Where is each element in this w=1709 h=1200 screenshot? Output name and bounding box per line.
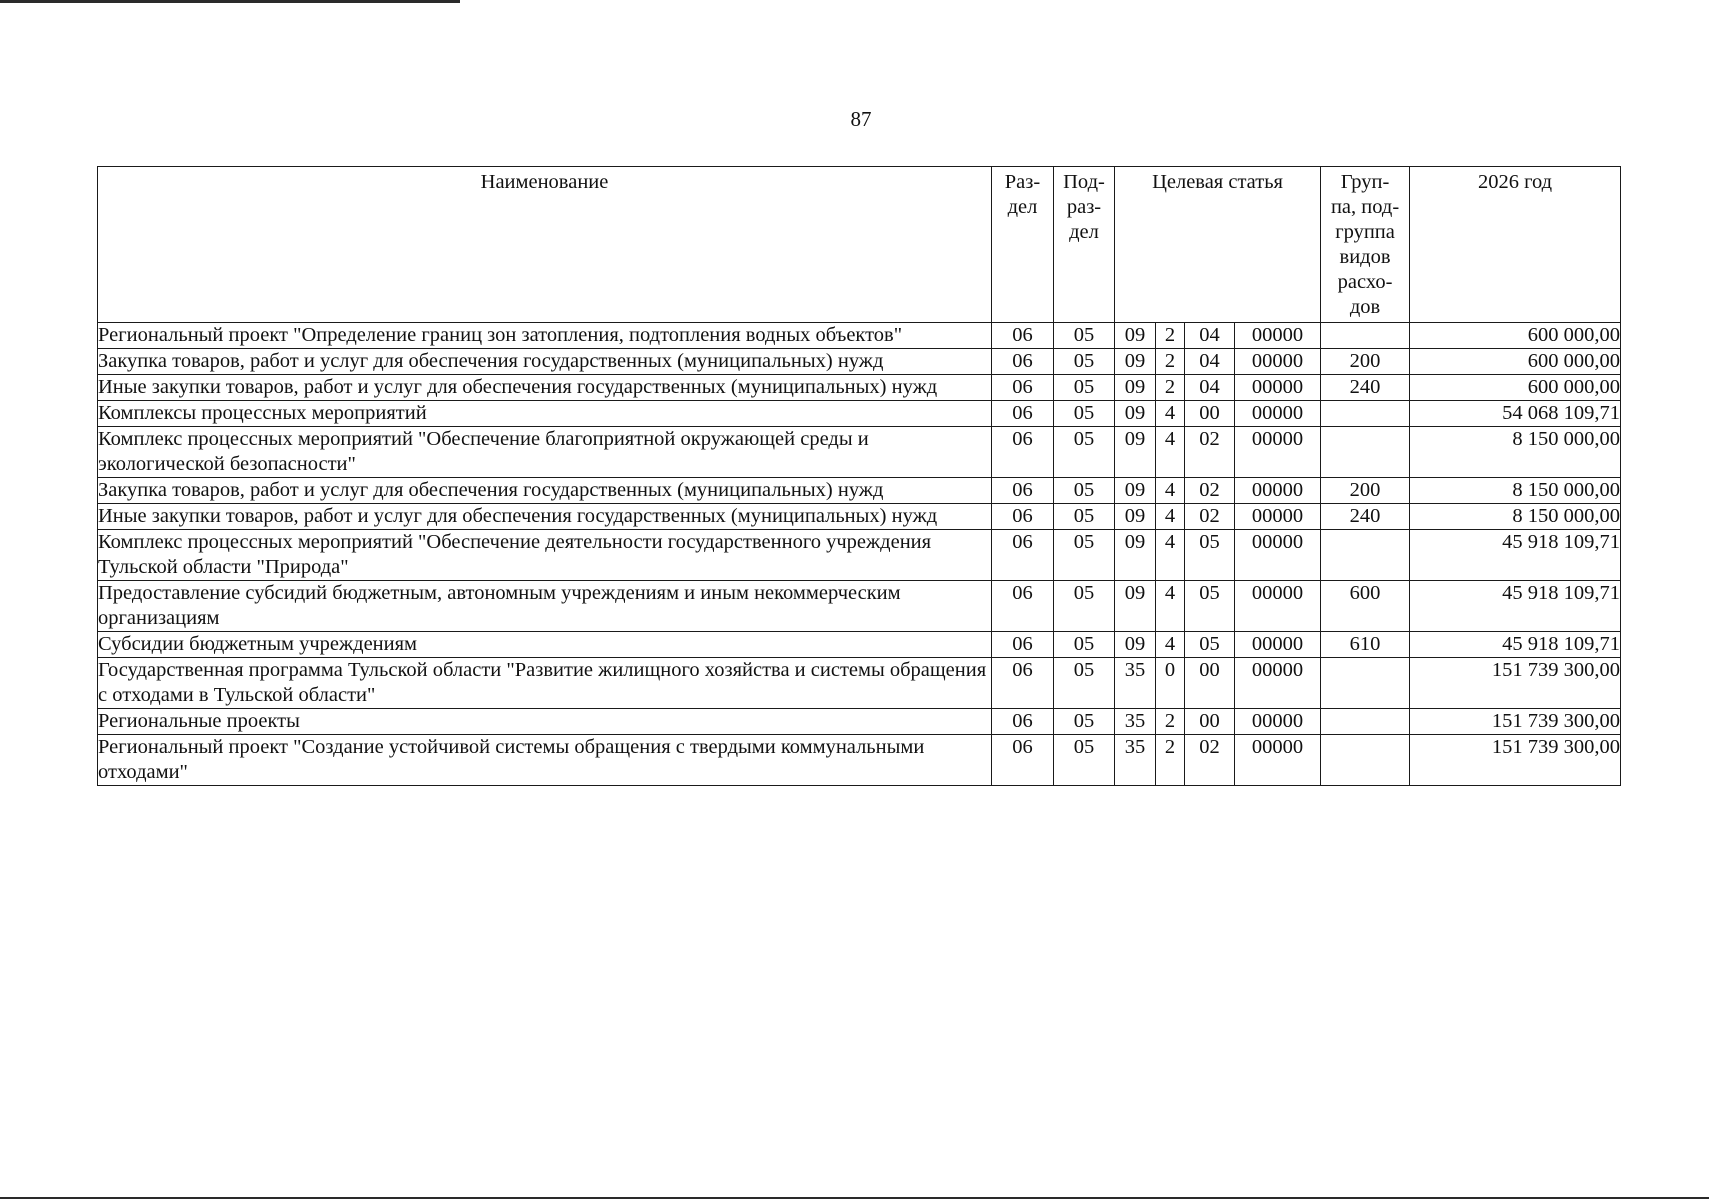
row-razdel: 06 <box>992 530 1054 581</box>
row-podrazdel: 05 <box>1054 530 1115 581</box>
table-row <box>98 504 1621 530</box>
row-amount: 45 918 109,71 <box>1410 530 1621 581</box>
row-amount: 8 150 000,00 <box>1410 427 1621 478</box>
row-razdel: 06 <box>992 709 1054 735</box>
row-celevaya-part-3: 00 <box>1185 658 1235 709</box>
row-amount: 600 000,00 <box>1410 349 1621 375</box>
row-celevaya-part-4: 00000 <box>1235 530 1321 581</box>
row-amount: 45 918 109,71 <box>1410 581 1621 632</box>
row-celevaya-part-1: 09 <box>1115 530 1156 581</box>
row-celevaya-part-1: 09 <box>1115 323 1156 349</box>
row-celevaya-part-2: 4 <box>1156 581 1185 632</box>
table-row <box>98 427 1621 478</box>
row-gruppa: 240 <box>1321 504 1410 530</box>
row-amount: 151 739 300,00 <box>1410 735 1621 786</box>
row-celevaya-part-4: 00000 <box>1235 478 1321 504</box>
row-amount: 45 918 109,71 <box>1410 632 1621 658</box>
row-name: Комплекс процессных мероприятий "Обеспечение деятельности государственного учреждения Тульской области "Природа" <box>98 530 992 581</box>
table-row <box>98 658 1621 709</box>
row-celevaya-part-3: 04 <box>1185 323 1235 349</box>
row-podrazdel: 05 <box>1054 735 1115 786</box>
row-celevaya-part-2: 2 <box>1156 349 1185 375</box>
row-razdel: 06 <box>992 349 1054 375</box>
row-gruppa: 610 <box>1321 632 1410 658</box>
row-celevaya-part-2: 2 <box>1156 709 1185 735</box>
row-name: Субсидии бюджетным учреждениям <box>98 632 992 658</box>
row-gruppa <box>1321 658 1410 709</box>
row-amount: 151 739 300,00 <box>1410 709 1621 735</box>
row-celevaya-part-1: 09 <box>1115 504 1156 530</box>
row-gruppa <box>1321 709 1410 735</box>
row-name: Предоставление субсидий бюджетным, автономным учреждениям и иным некоммерческим организациям <box>98 581 992 632</box>
row-celevaya-part-1: 09 <box>1115 427 1156 478</box>
row-razdel: 06 <box>992 478 1054 504</box>
row-gruppa: 200 <box>1321 349 1410 375</box>
row-podrazdel: 05 <box>1054 581 1115 632</box>
row-razdel: 06 <box>992 735 1054 786</box>
row-amount: 600 000,00 <box>1410 375 1621 401</box>
row-celevaya-part-2: 4 <box>1156 478 1185 504</box>
row-celevaya-part-1: 35 <box>1115 735 1156 786</box>
row-amount: 54 068 109,71 <box>1410 401 1621 427</box>
row-name: Иные закупки товаров, работ и услуг для обеспечения государственных (муниципальных) нужд <box>98 504 992 530</box>
row-gruppa <box>1321 323 1410 349</box>
row-podrazdel: 05 <box>1054 504 1115 530</box>
row-celevaya-part-3: 00 <box>1185 709 1235 735</box>
row-celevaya-part-1: 35 <box>1115 709 1156 735</box>
row-celevaya-part-3: 02 <box>1185 735 1235 786</box>
row-celevaya-part-2: 2 <box>1156 323 1185 349</box>
row-celevaya-part-3: 04 <box>1185 349 1235 375</box>
row-celevaya-part-4: 00000 <box>1235 427 1321 478</box>
row-name: Региональный проект "Определение границ зон затопления, подтопления водных объектов" <box>98 323 992 349</box>
table-row <box>98 401 1621 427</box>
row-celevaya-part-2: 4 <box>1156 530 1185 581</box>
row-podrazdel: 05 <box>1054 427 1115 478</box>
row-celevaya-part-3: 05 <box>1185 530 1235 581</box>
header-celevaya-statya: Целевая статья <box>1115 167 1321 323</box>
row-celevaya-part-3: 02 <box>1185 478 1235 504</box>
row-celevaya-part-3: 04 <box>1185 375 1235 401</box>
row-razdel: 06 <box>992 427 1054 478</box>
row-celevaya-part-1: 09 <box>1115 632 1156 658</box>
row-amount: 600 000,00 <box>1410 323 1621 349</box>
table-row <box>98 632 1621 658</box>
row-name: Комплекс процессных мероприятий "Обеспечение благоприятной окружающей среды и экологической безопасности" <box>98 427 992 478</box>
row-celevaya-part-3: 05 <box>1185 632 1235 658</box>
scan-border-top <box>0 0 460 3</box>
table-row <box>98 478 1621 504</box>
row-name: Государственная программа Тульской области "Развитие жилищного хозяйства и системы обращения с отходами в Тульской области" <box>98 658 992 709</box>
row-gruppa <box>1321 530 1410 581</box>
row-celevaya-part-2: 2 <box>1156 375 1185 401</box>
row-podrazdel: 05 <box>1054 323 1115 349</box>
table-row <box>98 735 1621 786</box>
row-celevaya-part-4: 00000 <box>1235 581 1321 632</box>
row-celevaya-part-2: 4 <box>1156 632 1185 658</box>
table-row <box>98 349 1621 375</box>
budget-table <box>97 166 1621 786</box>
row-razdel: 06 <box>992 658 1054 709</box>
header-name: Наименование <box>98 167 992 323</box>
row-celevaya-part-1: 09 <box>1115 349 1156 375</box>
row-podrazdel: 05 <box>1054 709 1115 735</box>
row-celevaya-part-2: 4 <box>1156 504 1185 530</box>
row-podrazdel: 05 <box>1054 478 1115 504</box>
scan-border-bottom <box>0 1197 1709 1199</box>
row-celevaya-part-3: 02 <box>1185 504 1235 530</box>
row-name: Региональные проекты <box>98 709 992 735</box>
header-gruppa-vidov-raskhodov: Груп- па, под- группа видов расхо- дов <box>1321 167 1410 323</box>
row-gruppa <box>1321 401 1410 427</box>
row-gruppa: 240 <box>1321 375 1410 401</box>
row-name: Закупка товаров, работ и услуг для обеспечения государственных (муниципальных) нужд <box>98 349 992 375</box>
row-celevaya-part-4: 00000 <box>1235 323 1321 349</box>
row-gruppa: 200 <box>1321 478 1410 504</box>
row-celevaya-part-2: 0 <box>1156 658 1185 709</box>
row-name: Иные закупки товаров, работ и услуг для обеспечения государственных (муниципальных) нужд <box>98 375 992 401</box>
row-name: Региональный проект "Создание устойчивой системы обращения с твердыми коммунальными отходами" <box>98 735 992 786</box>
row-gruppa: 600 <box>1321 581 1410 632</box>
row-celevaya-part-4: 00000 <box>1235 658 1321 709</box>
row-celevaya-part-1: 09 <box>1115 375 1156 401</box>
row-celevaya-part-4: 00000 <box>1235 401 1321 427</box>
table-row <box>98 530 1621 581</box>
row-razdel: 06 <box>992 632 1054 658</box>
row-celevaya-part-4: 00000 <box>1235 709 1321 735</box>
row-celevaya-part-4: 00000 <box>1235 349 1321 375</box>
row-celevaya-part-1: 09 <box>1115 581 1156 632</box>
row-celevaya-part-1: 09 <box>1115 478 1156 504</box>
table-row <box>98 709 1621 735</box>
row-celevaya-part-4: 00000 <box>1235 504 1321 530</box>
row-amount: 8 150 000,00 <box>1410 504 1621 530</box>
page-number: 87 <box>850 107 872 131</box>
row-celevaya-part-2: 4 <box>1156 427 1185 478</box>
row-razdel: 06 <box>992 323 1054 349</box>
row-celevaya-part-4: 00000 <box>1235 735 1321 786</box>
row-celevaya-part-2: 4 <box>1156 401 1185 427</box>
row-celevaya-part-3: 00 <box>1185 401 1235 427</box>
row-amount: 151 739 300,00 <box>1410 658 1621 709</box>
row-razdel: 06 <box>992 504 1054 530</box>
header-razdel: Раз- дел <box>992 167 1054 323</box>
row-name: Закупка товаров, работ и услуг для обеспечения государственных (муниципальных) нужд <box>98 478 992 504</box>
row-name: Комплексы процессных мероприятий <box>98 401 992 427</box>
header-year-2026: 2026 год <box>1410 167 1621 323</box>
table-row <box>98 581 1621 632</box>
row-razdel: 06 <box>992 401 1054 427</box>
row-celevaya-part-2: 2 <box>1156 735 1185 786</box>
row-podrazdel: 05 <box>1054 658 1115 709</box>
row-podrazdel: 05 <box>1054 632 1115 658</box>
row-podrazdel: 05 <box>1054 401 1115 427</box>
row-celevaya-part-3: 05 <box>1185 581 1235 632</box>
table-row <box>98 323 1621 349</box>
row-celevaya-part-3: 02 <box>1185 427 1235 478</box>
table-row <box>98 375 1621 401</box>
header-podrazdel: Под- раз- дел <box>1054 167 1115 323</box>
row-celevaya-part-1: 09 <box>1115 401 1156 427</box>
row-amount: 8 150 000,00 <box>1410 478 1621 504</box>
row-celevaya-part-1: 35 <box>1115 658 1156 709</box>
row-razdel: 06 <box>992 581 1054 632</box>
row-razdel: 06 <box>992 375 1054 401</box>
row-gruppa <box>1321 735 1410 786</box>
row-celevaya-part-4: 00000 <box>1235 375 1321 401</box>
row-gruppa <box>1321 427 1410 478</box>
row-celevaya-part-4: 00000 <box>1235 632 1321 658</box>
table-header-row <box>98 167 1621 323</box>
row-podrazdel: 05 <box>1054 349 1115 375</box>
row-podrazdel: 05 <box>1054 375 1115 401</box>
